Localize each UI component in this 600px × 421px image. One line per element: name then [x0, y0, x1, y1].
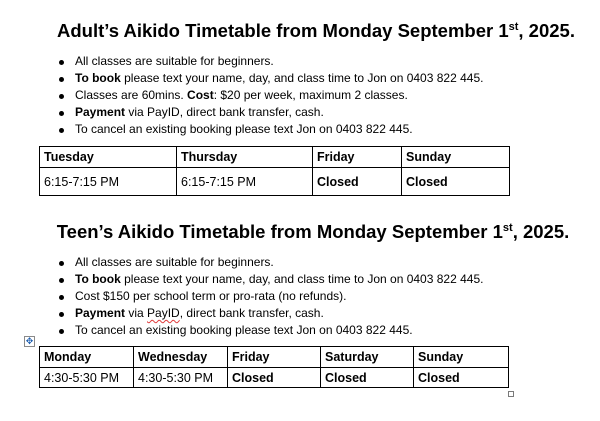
spellcheck-word[interactable]: PayID — [147, 306, 180, 320]
bullet-text: Cost $150 per school term or pro-rata (no refunds). — [75, 289, 347, 303]
header-cell: Tuesday — [40, 147, 177, 168]
list-item — [58, 87, 483, 104]
bullet-bold: Cost — [187, 88, 214, 102]
table-cell: Closed — [402, 168, 510, 196]
list-item — [58, 305, 483, 322]
bullet-text: All classes are suitable for beginners. — [75, 255, 274, 269]
header-cell: Friday — [228, 347, 321, 368]
table-cell: 4:30-5:30 PM — [40, 368, 134, 388]
list-item — [58, 254, 483, 271]
move-arrows-icon[interactable]: ✥ — [25, 336, 34, 346]
teen-info-list — [58, 254, 483, 339]
bullet-text: please text your name, day, and class time to Jon on 0403 822 445. — [120, 71, 484, 85]
resize-handle-icon[interactable] — [508, 391, 514, 397]
bullet-bold: To book — [75, 272, 121, 286]
bullet-text: please text your name, day, and class time to Jon on 0403 822 445. — [120, 272, 484, 286]
bullet-text: : $20 per week, maximum 2 classes. — [213, 88, 408, 102]
header-cell: Thursday — [177, 147, 313, 168]
table-cell: Closed — [313, 168, 402, 196]
teen-timetable-table — [39, 346, 509, 388]
adult-timetable-table — [39, 146, 510, 196]
teen-title-end: , 2025. — [512, 221, 570, 242]
table-cell: 6:15-7:15 PM — [177, 168, 313, 196]
table-cell: 4:30-5:30 PM — [134, 368, 228, 388]
header-cell: Sunday — [414, 347, 509, 368]
table-cell: Closed — [321, 368, 414, 388]
table-cell: Closed — [414, 368, 509, 388]
bullet-text: via — [125, 306, 148, 320]
bullet-bold: To book — [75, 71, 121, 85]
list-item — [58, 104, 483, 121]
bullet-bold: Payment — [75, 306, 126, 320]
bullet-text: via PayID, direct bank transfer, cash. — [125, 105, 324, 119]
table-header-row — [40, 147, 510, 168]
adult-title-ordinal: st — [508, 21, 519, 33]
bullet-text: , direct bank transfer, cash. — [179, 306, 324, 320]
bullet-text: Classes are 60mins. — [75, 88, 188, 102]
bullet-text: All classes are suitable for beginners. — [75, 54, 274, 68]
adult-info-list — [58, 53, 483, 138]
adult-title-end: , 2025. — [518, 20, 575, 41]
teen-title-main: Teen’s Aikido Timetable from Monday September 1 — [56, 221, 503, 242]
table-header-row — [40, 347, 509, 368]
teen-timetable-title — [13, 221, 600, 243]
list-item — [58, 271, 483, 288]
table-row — [40, 168, 510, 196]
header-cell: Saturday — [321, 347, 414, 368]
bullet-text: To cancel an existing booking please text Jon on 0403 822 445. — [75, 122, 413, 136]
bullet-text: To cancel an existing booking please text Jon on 0403 822 445. — [75, 323, 413, 337]
teen-title-ordinal: st — [502, 222, 513, 234]
table-cell: Closed — [228, 368, 321, 388]
list-item — [58, 288, 483, 305]
adult-title-main: Adult’s Aikido Timetable from Monday September 1 — [57, 20, 509, 41]
header-cell: Wednesday — [134, 347, 228, 368]
header-cell: Sunday — [402, 147, 510, 168]
header-cell: Monday — [40, 347, 134, 368]
table-row — [40, 368, 509, 388]
bullet-bold: Payment — [75, 105, 126, 119]
list-item — [58, 121, 483, 138]
list-item — [58, 70, 483, 87]
adult-timetable-title — [16, 20, 600, 42]
list-item — [58, 53, 483, 70]
header-cell: Friday — [313, 147, 402, 168]
table-cell: 6:15-7:15 PM — [40, 168, 177, 196]
list-item — [58, 322, 483, 339]
